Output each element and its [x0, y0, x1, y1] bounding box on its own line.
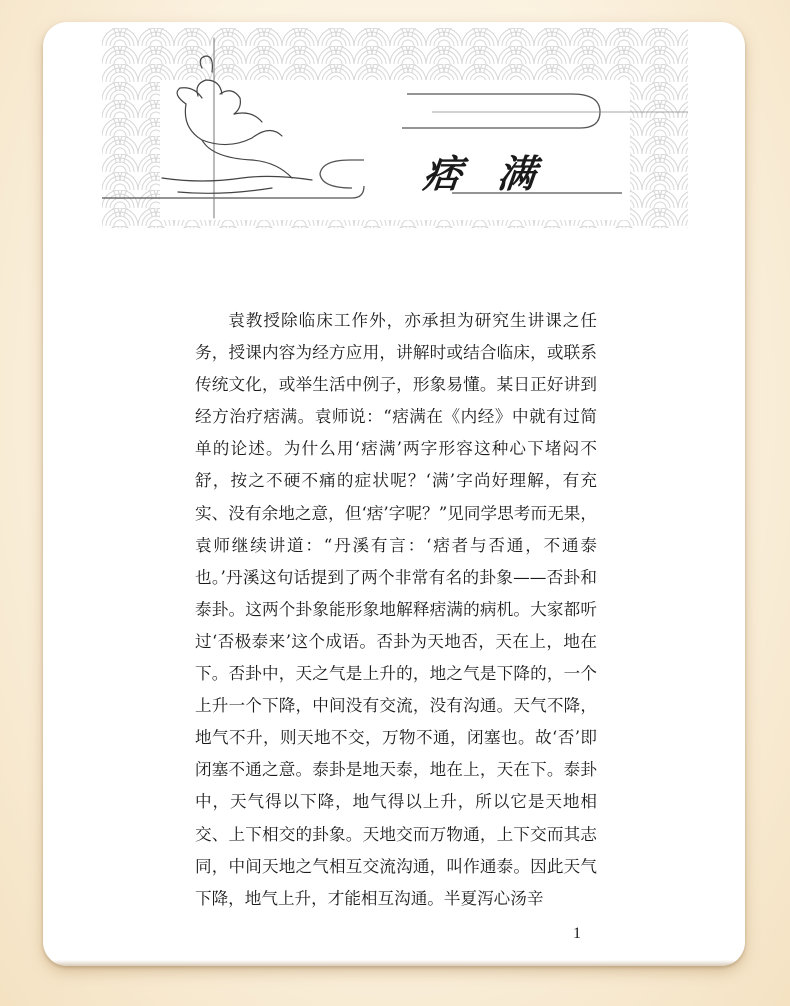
- body-paragraph: 袁教授除临床工作外，亦承担为研究生讲课之任务，授课内容为经方应用，讲解时或结合临床，或联系传统文化，或举生活中例子，形象易懂。某日正好讲到经方治疗痞满。袁师说：“痞满在《内经》中就有过简单的论述。为什么用‘痞满’两字形容这种心下堵闷不舒，按之不硬不痛的症状呢？‘满’字尚好理解，有充实、没有余地之意，但‘痞’字呢？”见同学思考而无果，袁师继续讲道：“丹溪有言：‘痞者与否通，不通泰也。’丹溪这句话提到了两个非常有名的卦象——否卦和泰卦。这两个卦象能形象地解释痞满的病机。大家都听过‘否极泰来’这个成语。否卦为天地否，天在上，地在下。否卦中，天之气是上升的，地之气是下降的，一个上升一个下降，中间没有交流，没有沟通。天气不降，地气不升，则天地不交，万物不通，闭塞也。故‘否’即闭塞不通之意。泰卦是地天泰，地在上，天在下。泰卦中，天气得以下降，地气得以上升，所以它是天地相交、上下相交的卦象。天地交而万物通，上下交而其志同，中间天地之气相互交流沟通，叫作通泰。因此天气下降，地气上升，才能相互沟通。半夏泻心汤辛: [195, 311, 597, 908]
- chapter-title: 痞满: [421, 151, 575, 196]
- page-number: 1: [573, 925, 581, 942]
- wave-pattern-background: [102, 28, 688, 228]
- book-page: [43, 22, 745, 966]
- chapter-header-banner: [102, 28, 688, 228]
